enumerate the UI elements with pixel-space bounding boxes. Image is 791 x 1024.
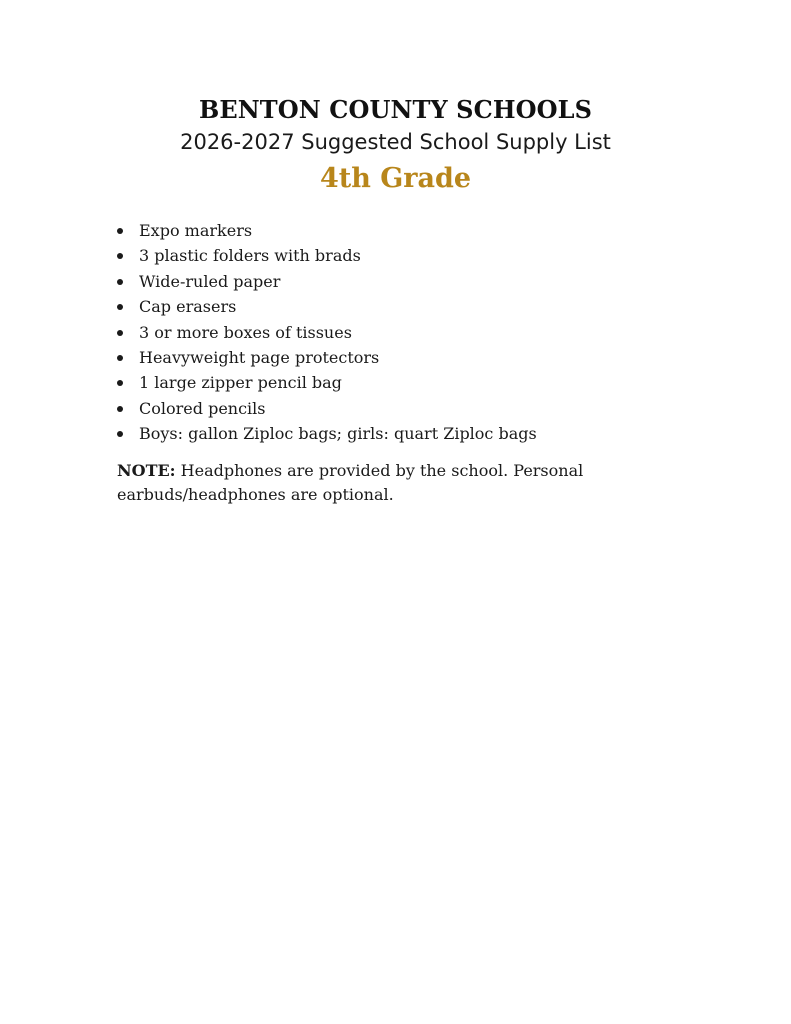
note-label: NOTE: <box>117 461 176 480</box>
bullet-icon <box>117 380 123 386</box>
page-subtitle: 2026-2027 Suggested School Supply List <box>180 130 611 154</box>
list-item <box>117 396 717 421</box>
bullet-icon <box>117 228 123 234</box>
note-paragraph <box>117 459 597 507</box>
list-item-label: Colored pencils <box>139 398 266 418</box>
note-text: Headphones are provided by the school. Personal earbuds/headphones are optional. <box>117 461 584 504</box>
bullet-icon <box>117 355 123 361</box>
list-item-label: 1 large zipper pencil bag <box>139 373 342 393</box>
list-item <box>117 218 717 243</box>
list-item-label: 3 or more boxes of tissues <box>139 322 352 342</box>
list-item <box>117 269 717 294</box>
bullet-icon <box>117 330 123 336</box>
bullet-icon <box>117 406 123 412</box>
list-item <box>117 370 717 395</box>
bullet-icon <box>117 253 123 259</box>
bullet-icon <box>117 279 123 285</box>
list-item-label: Expo markers <box>139 221 253 240</box>
document-header <box>0 93 791 199</box>
list-item-label: Cap erasers <box>139 297 237 317</box>
list-item <box>117 320 717 345</box>
list-item-label: Wide-ruled paper <box>139 271 281 291</box>
bullet-icon <box>117 431 123 437</box>
list-item-label: 3 plastic folders with brads <box>139 246 361 266</box>
list-item-label: Boys: gallon Ziploc bags; girls: quart Ziploc bags <box>139 424 537 444</box>
grade-heading: 4th Grade <box>319 163 472 194</box>
list-item <box>117 243 717 268</box>
list-item <box>117 294 717 319</box>
bullet-icon <box>117 304 123 310</box>
list-item-label: Heavyweight page protectors <box>139 348 380 368</box>
list-item <box>117 421 717 446</box>
supply-list <box>117 218 717 447</box>
list-item <box>117 345 717 370</box>
page-title: BENTON COUNTY SCHOOLS <box>198 95 593 124</box>
